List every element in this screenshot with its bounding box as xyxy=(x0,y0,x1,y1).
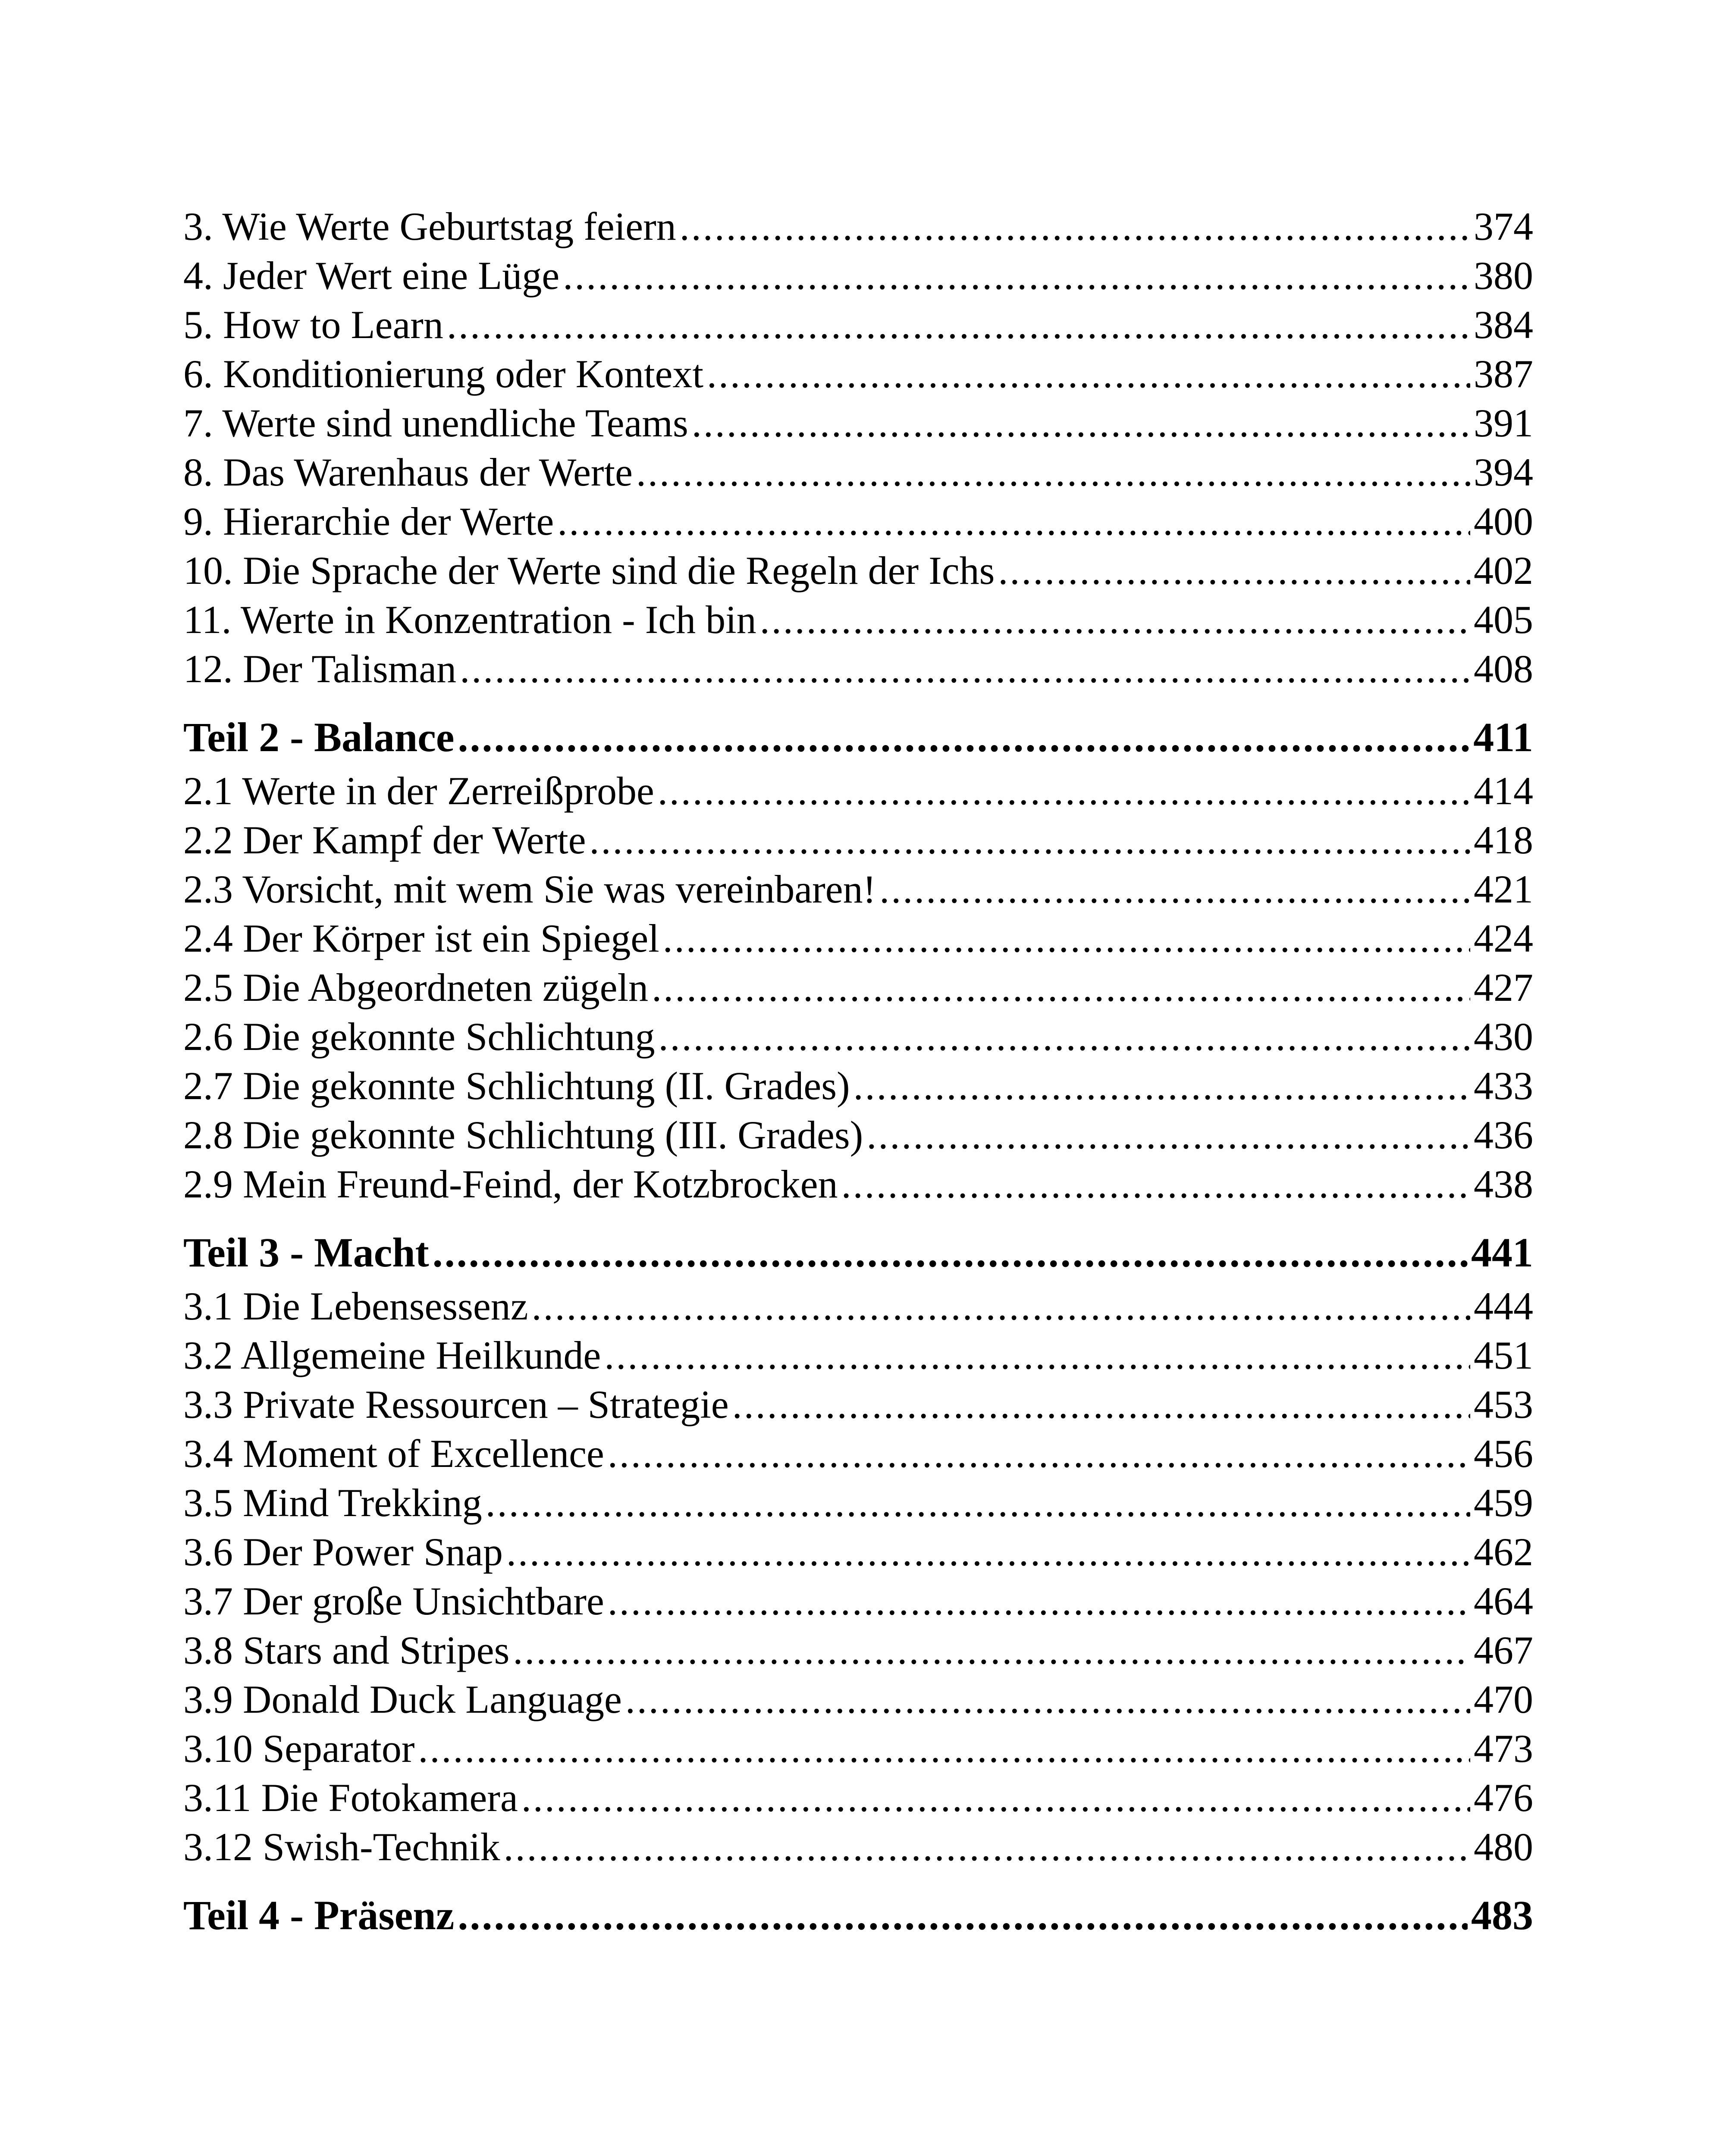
toc-entry-title: 2.8 Die gekonnte Schlichtung (III. Grades) xyxy=(183,1113,863,1157)
toc-entry-title: 3.8 Stars and Stripes xyxy=(183,1628,510,1672)
toc-entry xyxy=(183,1429,1533,1478)
dot-leader xyxy=(732,1380,1470,1429)
toc-entry-title: 3.9 Donald Duck Language xyxy=(183,1677,622,1721)
toc-entry-title: 2.3 Vorsicht, mit wem Sie was vereinbaren! xyxy=(183,867,876,911)
toc-entry-page: 421 xyxy=(1474,867,1533,911)
toc-entry-title: 2.9 Mein Freund-Feind, der Kotzbrocken xyxy=(183,1162,838,1206)
toc-part-title: Teil 2 - Balance xyxy=(183,714,455,760)
toc-entry-title: 3.7 Der große Unsichtbare xyxy=(183,1579,604,1623)
toc-entry-page: 480 xyxy=(1474,1825,1533,1869)
toc-entry-page: 430 xyxy=(1474,1015,1533,1059)
toc-entry xyxy=(183,644,1533,693)
toc-entry xyxy=(183,914,1533,963)
toc-entry-page: 391 xyxy=(1474,401,1533,445)
toc-entry-title: 2.2 Der Kampf der Werte xyxy=(183,818,586,862)
toc-entry-title: 2.1 Werte in der Zerreißprobe xyxy=(183,769,654,813)
toc-entry-title: 10. Die Sprache der Werte sind die Regeln der Ichs xyxy=(183,548,995,592)
toc-entry-page: 384 xyxy=(1474,303,1533,347)
dot-leader xyxy=(998,546,1470,595)
dot-leader xyxy=(433,1224,1468,1282)
toc-group-continued xyxy=(183,202,1533,693)
dot-leader xyxy=(658,766,1470,815)
toc-entry-page: 451 xyxy=(1474,1333,1533,1377)
dot-leader xyxy=(652,963,1470,1012)
toc-group-teil-3 xyxy=(183,1224,1533,1871)
toc-entry-page: 402 xyxy=(1474,548,1533,592)
toc-entry-page: 400 xyxy=(1474,499,1533,543)
dot-leader xyxy=(608,1576,1470,1626)
toc-entry-page: 380 xyxy=(1474,254,1533,298)
toc-entry-title: 3.10 Separator xyxy=(183,1727,415,1771)
toc-entry-title: 3.12 Swish-Technik xyxy=(183,1825,500,1869)
toc-entry xyxy=(183,766,1533,815)
toc-entry-title: 9. Hierarchie der Werte xyxy=(183,499,554,543)
dot-leader xyxy=(460,644,1470,693)
toc-entry xyxy=(183,1159,1533,1209)
dot-leader xyxy=(760,595,1470,644)
dot-leader xyxy=(458,708,1470,766)
toc-entry-title: 5. How to Learn xyxy=(183,303,443,347)
toc-entry-page: 424 xyxy=(1474,916,1533,960)
table-of-contents xyxy=(183,202,1533,1944)
toc-entry xyxy=(183,398,1533,448)
toc-entry xyxy=(183,497,1533,546)
toc-entry-page: 476 xyxy=(1474,1776,1533,1820)
toc-entry-page: 418 xyxy=(1474,818,1533,862)
toc-entry-page: 464 xyxy=(1474,1579,1533,1623)
toc-part-page: 411 xyxy=(1473,714,1533,760)
toc-entry xyxy=(183,815,1533,865)
dot-leader xyxy=(458,1887,1468,1944)
toc-entry-page: 436 xyxy=(1474,1113,1533,1157)
toc-entry-page: 444 xyxy=(1474,1284,1533,1328)
toc-part-title: Teil 3 - Macht xyxy=(183,1229,429,1275)
toc-entry-title: 2.6 Die gekonnte Schlichtung xyxy=(183,1015,655,1059)
toc-entry-page: 374 xyxy=(1474,204,1533,248)
dot-leader xyxy=(659,1012,1470,1061)
dot-leader xyxy=(504,1822,1470,1871)
dot-leader xyxy=(692,398,1470,448)
toc-entry-title: 3.5 Mind Trekking xyxy=(183,1481,482,1525)
toc-entry-title: 2.5 Die Abgeordneten zügeln xyxy=(183,965,649,1009)
toc-entry-title: 12. Der Talisman xyxy=(183,647,457,691)
toc-entry-title: 7. Werte sind unendliche Teams xyxy=(183,401,688,445)
toc-entry xyxy=(183,1724,1533,1773)
toc-entry xyxy=(183,1331,1533,1380)
toc-part-title: Teil 4 - Präsenz xyxy=(183,1892,455,1938)
dot-leader xyxy=(663,914,1470,963)
toc-entry xyxy=(183,865,1533,914)
dot-leader xyxy=(604,1331,1470,1380)
toc-entry-page: 408 xyxy=(1474,647,1533,691)
dot-leader xyxy=(879,865,1470,914)
toc-part-heading xyxy=(183,708,1533,766)
toc-entry-page: 414 xyxy=(1474,769,1533,813)
dot-leader xyxy=(447,300,1470,349)
toc-entry-title: 3. Wie Werte Geburtstag feiern xyxy=(183,204,676,248)
toc-entry-title: 8. Das Warenhaus der Werte xyxy=(183,450,633,494)
toc-entry xyxy=(183,1061,1533,1110)
toc-entry-title: 3.1 Die Lebensessenz xyxy=(183,1284,528,1328)
toc-entry-title: 2.4 Der Körper ist ein Spiegel xyxy=(183,916,659,960)
toc-entry-page: 462 xyxy=(1474,1530,1533,1574)
toc-entry-title: 3.6 Der Power Snap xyxy=(183,1530,503,1574)
toc-entry-title: 11. Werte in Konzentration - Ich bin xyxy=(183,598,756,642)
toc-entry-title: 4. Jeder Wert eine Lüge xyxy=(183,254,560,298)
dot-leader xyxy=(563,251,1470,300)
toc-entry xyxy=(183,202,1533,251)
dot-leader xyxy=(557,497,1470,546)
toc-entry xyxy=(183,349,1533,398)
toc-entry xyxy=(183,1478,1533,1527)
toc-group-teil-4 xyxy=(183,1887,1533,1944)
toc-entry-page: 456 xyxy=(1474,1432,1533,1476)
toc-entry xyxy=(183,448,1533,497)
dot-leader xyxy=(506,1527,1470,1576)
toc-entry-page: 459 xyxy=(1474,1481,1533,1525)
dot-leader xyxy=(636,448,1470,497)
toc-entry-page: 427 xyxy=(1474,965,1533,1009)
toc-part-heading xyxy=(183,1224,1533,1282)
toc-entry-title: 2.7 Die gekonnte Schlichtung (II. Grades) xyxy=(183,1064,850,1108)
toc-entry xyxy=(183,1380,1533,1429)
toc-entry xyxy=(183,546,1533,595)
toc-entry-title: 6. Konditionierung oder Kontext xyxy=(183,352,704,396)
toc-entry-title: 3.2 Allgemeine Heilkunde xyxy=(183,1333,601,1377)
toc-entry-page: 433 xyxy=(1474,1064,1533,1108)
toc-entry xyxy=(183,1282,1533,1331)
dot-leader xyxy=(608,1429,1470,1478)
dot-leader xyxy=(521,1773,1470,1822)
toc-entry-page: 387 xyxy=(1474,352,1533,396)
toc-entry-page: 405 xyxy=(1474,598,1533,642)
toc-entry xyxy=(183,300,1533,349)
toc-entry xyxy=(183,1576,1533,1626)
dot-leader xyxy=(853,1061,1470,1110)
toc-entry-page: 467 xyxy=(1474,1628,1533,1672)
toc-group-teil-2 xyxy=(183,708,1533,1209)
dot-leader xyxy=(841,1159,1470,1209)
toc-entry-title: 3.3 Private Ressourcen – Strategie xyxy=(183,1382,729,1426)
toc-entry xyxy=(183,1675,1533,1724)
toc-part-page: 441 xyxy=(1471,1229,1533,1275)
toc-entry-title: 3.11 Die Fotokamera xyxy=(183,1776,518,1820)
toc-entry xyxy=(183,963,1533,1012)
toc-entry-page: 394 xyxy=(1474,450,1533,494)
dot-leader xyxy=(590,815,1470,865)
dot-leader xyxy=(707,349,1470,398)
toc-entry xyxy=(183,1822,1533,1871)
toc-entry xyxy=(183,1110,1533,1159)
toc-entry-page: 473 xyxy=(1474,1727,1533,1771)
dot-leader xyxy=(418,1724,1470,1773)
toc-entry-title: 3.4 Moment of Excellence xyxy=(183,1432,604,1476)
toc-entry-page: 438 xyxy=(1474,1162,1533,1206)
toc-entry xyxy=(183,595,1533,644)
dot-leader xyxy=(513,1626,1470,1675)
toc-entry xyxy=(183,251,1533,300)
toc-entry xyxy=(183,1012,1533,1061)
dot-leader xyxy=(866,1110,1470,1159)
toc-part-heading xyxy=(183,1887,1533,1944)
toc-entry-page: 453 xyxy=(1474,1382,1533,1426)
dot-leader xyxy=(680,202,1470,251)
dot-leader xyxy=(625,1675,1470,1724)
toc-entry xyxy=(183,1773,1533,1822)
toc-part-page: 483 xyxy=(1471,1892,1533,1938)
dot-leader xyxy=(532,1282,1470,1331)
dot-leader xyxy=(486,1478,1470,1527)
toc-entry xyxy=(183,1626,1533,1675)
toc-entry xyxy=(183,1527,1533,1576)
toc-entry-page: 470 xyxy=(1474,1677,1533,1721)
